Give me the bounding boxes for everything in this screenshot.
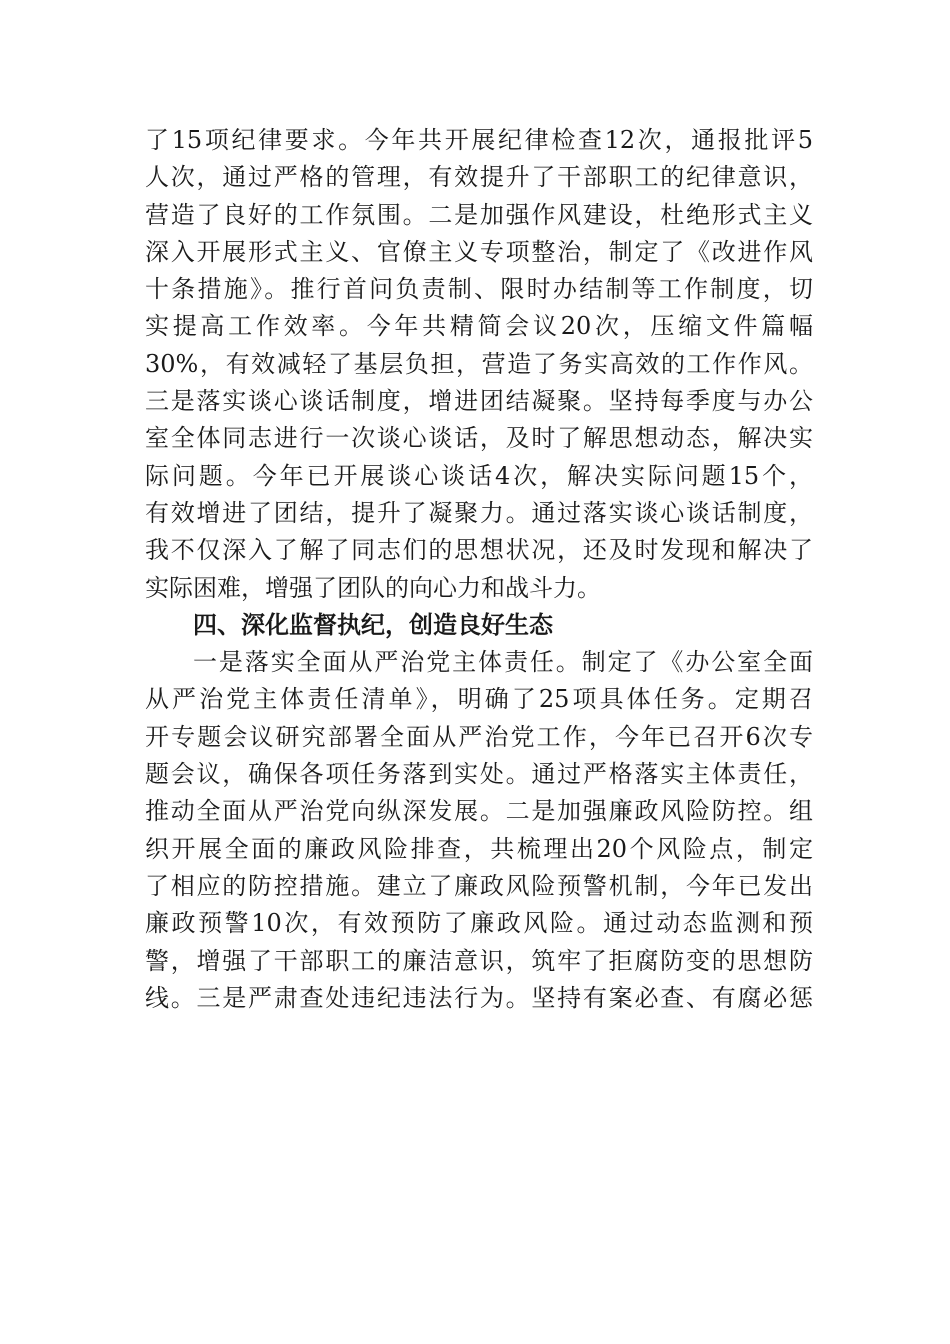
para1-line-13: 实际困难，增强了团队的向心力和战斗力。 [145, 573, 601, 602]
para2-line-2: 从严治党主体责任清单》，明确了25项具体任务。定期召 [145, 685, 813, 714]
para2-line-6: 织开展全面的廉政风险排查，共梳理出20个风险点，制定 [145, 834, 813, 863]
section-heading: 四、深化监督执纪，创造良好生态 [193, 610, 553, 639]
para2-line-3: 开专题会议研究部署全面从严治党工作，今年已召开6次专 [145, 722, 813, 751]
para2-line-4: 题会议，确保各项任务落到实处。通过严格落实主体责任， [145, 760, 813, 789]
para1-line-11: 有效增进了团结，提升了凝聚力。通过落实谈心谈话制度， [145, 498, 813, 527]
para1-line-3: 营造了良好的工作氛围。二是加强作风建设，杜绝形式主义 [145, 200, 813, 229]
para1-line-8: 三是落实谈心谈话制度，增进团结凝聚。坚持每季度与办公 [145, 387, 813, 416]
para1-line-4: 深入开展形式主义、官僚主义专项整治，制定了《改进作风 [145, 237, 813, 266]
para2-line-7: 了相应的防控措施。建立了廉政风险预警机制，今年已发出 [145, 871, 813, 900]
para1-line-9: 室全体同志进行一次谈心谈话，及时了解思想动态，解决实 [145, 424, 813, 453]
para1-line-1: 了15项纪律要求。今年共开展纪律检查12次，通报批评5 [145, 126, 813, 154]
para2-line-9: 警，增强了干部职工的廉洁意识，筑牢了拒腐防变的思想防 [145, 946, 813, 975]
para2-line-8: 廉政预警10次，有效预防了廉政风险。通过动态监测和预 [145, 909, 813, 938]
para1-line-5: 十条措施》。推行首问负责制、限时办结制等工作制度，切 [145, 275, 813, 304]
para1-line-7: 30%，有效减轻了基层负担，营造了务实高效的工作作风。 [145, 349, 813, 378]
body-text [145, 122, 813, 1017]
para2-line-10: 线。三是严肃查处违纪违法行为。坚持有案必查、有腐必惩 [145, 983, 813, 1012]
para2-line-5: 推动全面从严治党向纵深发展。二是加强廉政风险防控。组 [145, 797, 813, 826]
para1-line-2: 人次，通过严格的管理，有效提升了干部职工的纪律意识， [145, 163, 813, 192]
para1-line-12: 我不仅深入了解了同志们的思想状况，还及时发现和解决了 [145, 536, 813, 565]
para1-line-6: 实提高工作效率。今年共精简会议20次，压缩文件篇幅 [145, 312, 813, 341]
para2-line-1: 一是落实全面从严治党主体责任。制定了《办公室全面 [193, 648, 813, 677]
para1-line-10: 际问题。今年已开展谈心谈话4次，解决实际问题15个， [145, 461, 813, 490]
